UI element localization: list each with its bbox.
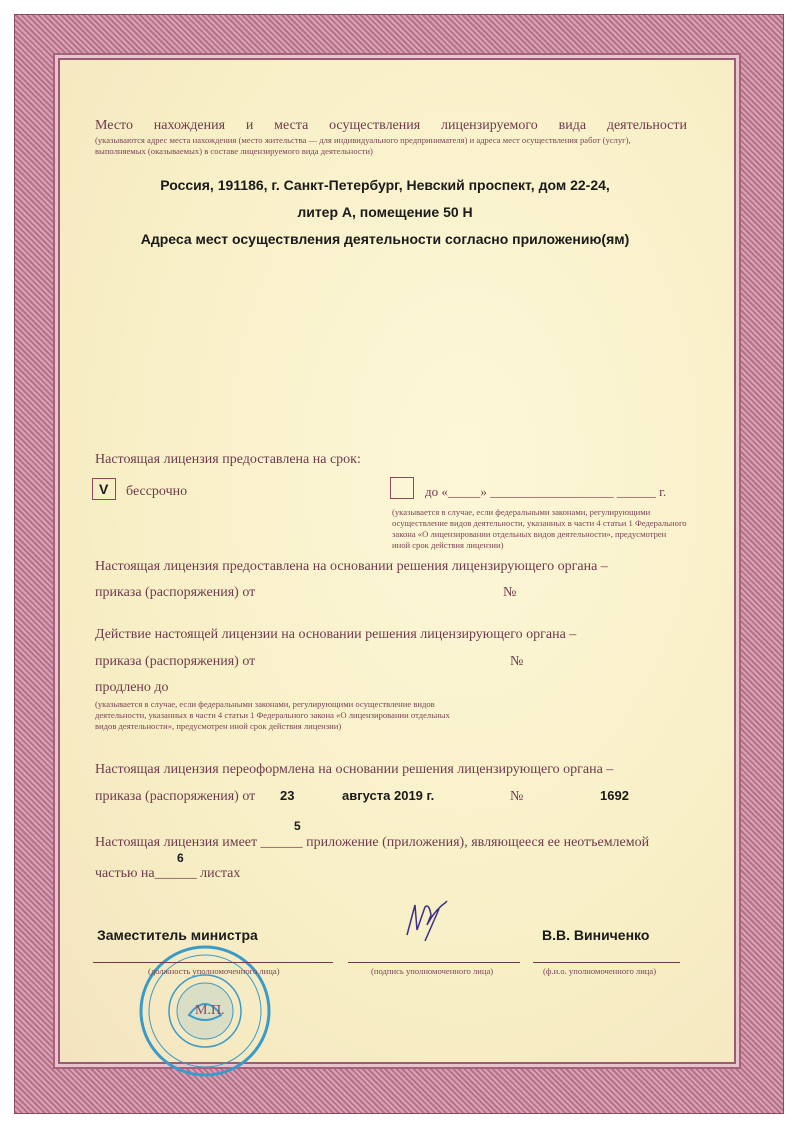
reissue-month-year: августа 2019 г. [342,788,435,803]
stamp-place-label: М.П. [195,1003,225,1018]
position-caption: (должность уполномоченного лица) [148,966,280,976]
reissue-line-1: Настоящая лицензия переоформлена на основании решения лицензирующего органа – [95,762,614,777]
location-note-2: выполняемых (оказываемых) в составе лицензируемого вида деятельности) [95,146,373,156]
location-note-1: (указываются адрес места нахождения (место жительства — для индивидуального предпринимателя) и адреса мест осуществления работ (услуг), [95,135,631,145]
extension-line-2: приказа (распоряжения) от [95,654,256,669]
term-note-line: иной срок действия лицензии) [392,540,504,550]
reissue-line-2: приказа (распоряжения) от [95,789,256,804]
reissue-day: 23 [280,788,295,803]
appendix-line-1: Настоящая лицензия имеет ______ приложение (приложения), являющееся ее неотъемлемой [95,835,650,850]
term-note-line: закона «О лицензировании отдельных видов деятельности», предусмотрен [392,529,667,539]
appendix-line-2: частью на______ листах [95,866,241,881]
until-date: до «_____» ___________________ ______ г. [425,484,667,499]
name-line [533,962,680,963]
term-note-line: (указывается в случае, если федеральными законами, регулирующими [392,507,651,517]
signature-line [348,962,520,963]
term-note-line: осуществление видов деятельности, указанных в части 4 статьи 1 Федерального [392,518,687,528]
signature-caption: (подпись уполномоченного лица) [371,966,494,976]
address-line-2: литер А, помещение 50 Н [297,204,473,220]
extension-note-line: (указывается в случае, если федеральными законами, регулирующими осуществление видов [95,699,435,709]
basis-line-2: приказа (распоряжения) от [95,585,256,600]
official-name: В.В. Виниченко [542,927,650,943]
until-checkbox[interactable] [390,477,414,499]
extension-note-line: видов деятельности», предусмотрен иной срок действия лицензии) [95,721,342,731]
basis-line-1: Настоящая лицензия предоставлена на основании решения лицензирующего органа – [95,559,608,574]
position-line [93,962,333,963]
reissue-number: 1692 [600,788,629,803]
extension-number-label: № [510,654,524,669]
address-line-1: Россия, 191186, г. Санкт-Петербург, Невский проспект, дом 22-24, [160,177,610,193]
reissue-number-label: № [510,789,524,804]
handwritten-signature [395,895,455,945]
basis-number-label: № [503,585,517,600]
address-line-3: Адреса мест осуществления деятельности согласно приложению(ям) [140,231,630,247]
term-label: Настоящая лицензия предоставлена на срок: [95,452,361,467]
extension-line-1: Действие настоящей лицензии на основании решения лицензирующего органа – [95,627,577,642]
location-title: Место нахождения и места осуществления лицензируемого вида деятельности [95,118,687,133]
name-caption: (ф.и.о. уполномоченного лица) [543,966,657,976]
appendix-sheets: 6 [177,851,184,865]
appendix-count: 5 [294,819,301,833]
indefinite-label: бессрочно [126,484,188,499]
check-mark: V [99,481,109,497]
official-position: Заместитель министра [97,927,258,943]
extension-note-line: деятельности, указанных в части 4 статьи 1 Федерального закона «О лицензировании отдельных [95,710,450,720]
extended-until: продлено до [95,680,169,695]
